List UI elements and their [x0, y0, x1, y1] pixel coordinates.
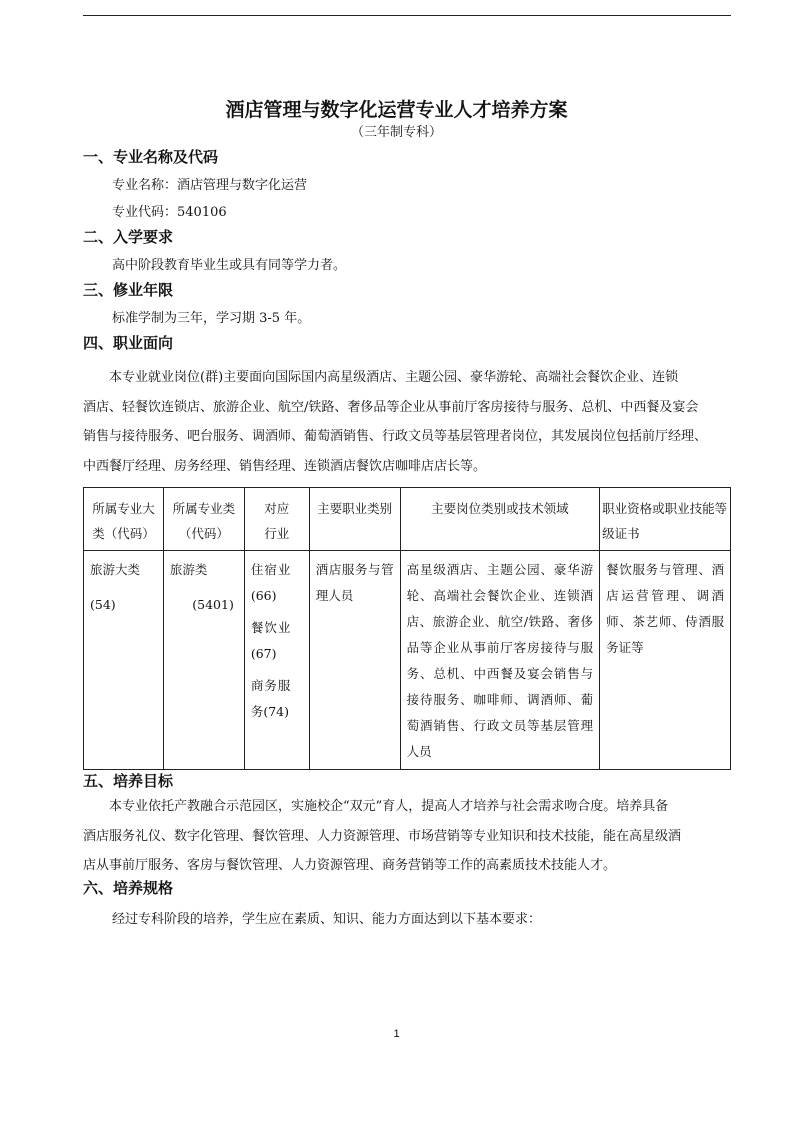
cell-occupation: 酒店服务与管理人员: [309, 551, 400, 770]
cell-category: 旅游大类 (54): [84, 551, 164, 770]
section-heading-3: 三、修业年限: [83, 281, 174, 299]
header-class: 所属专业类 （代码）: [163, 488, 244, 551]
section-heading-1: 一、专业名称及代码: [83, 148, 219, 166]
cell-class: 旅游类 (5401): [163, 551, 244, 770]
cell-certificates: 餐饮服务与管理、酒店运营管理、调酒师、茶艺师、侍酒服务证等: [600, 551, 731, 770]
table-header-row: [84, 488, 731, 551]
training-objective-paragraph: [83, 792, 731, 881]
document-subtitle: （三年制专科）: [350, 125, 442, 140]
paragraph-line: 中西餐厅经理、房务经理、销售经理、连锁酒店餐饮店咖啡店店长等。: [83, 458, 487, 474]
admission-requirement: 高中阶段教育毕业生或具有同等学力者。: [112, 258, 347, 273]
paragraph-line: 销售与接待服务、吧台服务、调酒师、葡萄酒销售、行政文员等基层管理者岗位，其发展岗位包括前厅经理、: [83, 429, 708, 444]
page-number: 1: [393, 1028, 400, 1040]
training-specification-intro: 经过专科阶段的培养，学生应在素质、知识、能力方面达到以下基本要求：: [112, 912, 542, 927]
section-heading-6: 六、培养规格: [83, 879, 174, 897]
header-category: 所属专业大 类（代码）: [84, 488, 164, 551]
major-code: 专业代码：540106: [112, 205, 227, 220]
document-title: 酒店管理与数字化运营专业人才培养方案: [225, 99, 568, 121]
header-rule: [83, 15, 731, 16]
cell-positions: 高星级酒店、主题公园、豪华游轮、高端社会餐饮企业、连锁酒店、旅游企业、航空/铁路、奢侈品等企业从事前厅客房接待与服务、总机、中西餐及宴会销售与接待服务、咖啡师、调酒师、葡萄酒销售、行政文员等基层管理人员: [400, 551, 600, 770]
study-duration: 标准学制为三年，学习期 3-5 年。: [112, 311, 311, 326]
cell-industry: 住宿业 (66) 餐饮业 (67) 商务服 务(74): [244, 551, 309, 770]
major-name: 专业名称：酒店管理与数字化运营: [112, 178, 308, 193]
table-row: [84, 551, 731, 770]
section-heading-5: 五、培养目标: [83, 772, 174, 790]
section-heading-4: 四、职业面向: [83, 334, 174, 352]
paragraph-line: 酒店服务礼仪、数字化管理、餐饮管理、人力资源管理、市场营销等专业知识和技术技能，能在高星级酒: [83, 828, 682, 844]
career-orientation-paragraph: [83, 363, 731, 481]
paragraph-line: 酒店、轻餐饮连锁店、旅游企业、航空/铁路、奢侈品等企业从事前厅客房接待与服务、总机、中西餐及宴会: [83, 399, 699, 415]
header-positions: 主要岗位类别或技术领域: [400, 488, 600, 551]
header-occupation: 主要职业类别: [309, 488, 400, 551]
header-industry: 对应 行业: [244, 488, 309, 551]
paragraph-line: 店从事前厅服务、客房与餐饮管理、人力资源管理、商务营销等工作的高素质技术技能人才。: [83, 858, 617, 873]
header-certificates: 职业资格或职业技能等 级证书: [600, 488, 731, 551]
paragraph-line: 本专业就业岗位(群)主要面向国际国内高星级酒店、主题公园、豪华游轮、高端社会餐饮企业、连锁: [109, 370, 679, 385]
section-heading-2: 二、入学要求: [83, 228, 174, 246]
career-orientation-table: [83, 487, 731, 770]
paragraph-line: 本专业依托产教融合示范园区，实施校企“双元”育人，提高人才培养与社会需求吻合度。培养具备: [109, 799, 669, 814]
